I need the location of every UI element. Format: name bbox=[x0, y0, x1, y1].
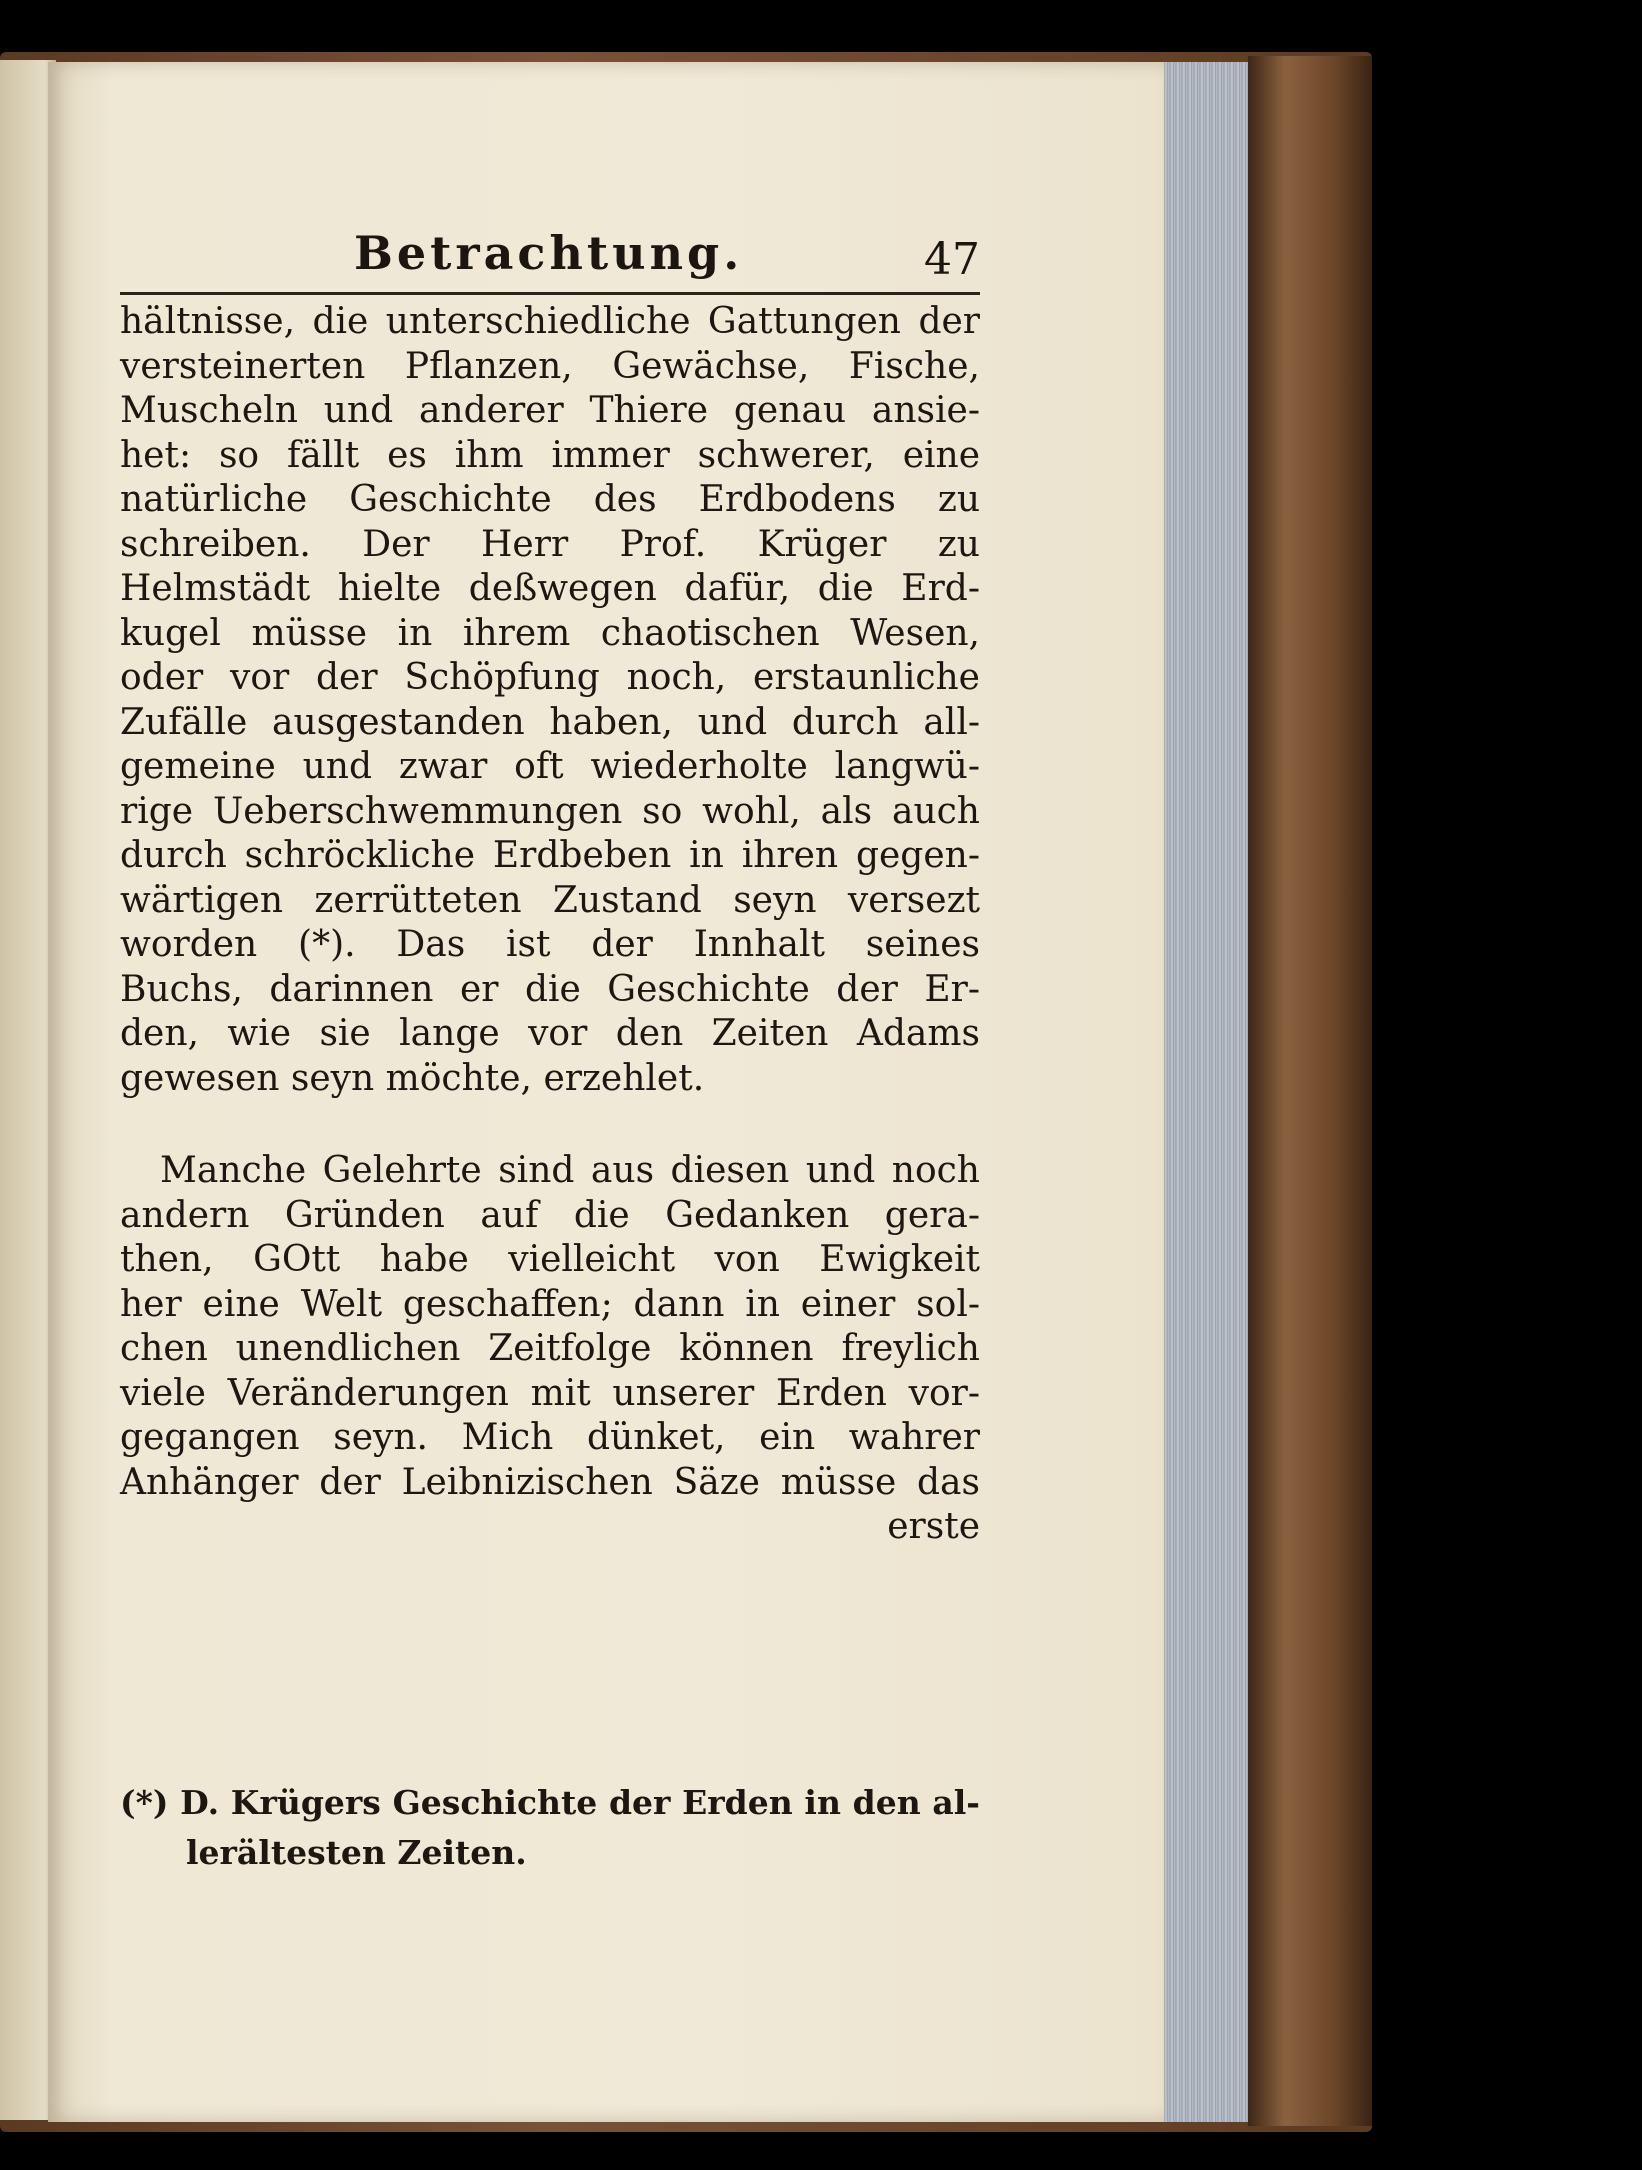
text-line: Manche Gelehrte sind aus diesen und noch bbox=[160, 1150, 980, 1191]
text-line: Zufälle ausgestanden haben, und durch all- bbox=[120, 701, 980, 743]
text-line: hältnisse, die unterschiedliche Gattungen der bbox=[120, 301, 980, 342]
page-header bbox=[120, 226, 980, 296]
text-line: oder vor der Schöpfung noch, erstaunliche bbox=[120, 657, 980, 698]
text-line: het: so fällt es ihm immer schwerer, eine bbox=[120, 434, 980, 476]
text-line: viele Veränderungen mit unserer Erden vor- bbox=[120, 1372, 980, 1414]
text-line: versteinerten Pflanzen, Gewächse, Fische, bbox=[120, 345, 980, 387]
text-line: Helmstädt hielte deßwegen dafür, die Erd- bbox=[120, 568, 980, 609]
text-line: her eine Welt geschaffen; dann in einer sol- bbox=[120, 1283, 980, 1325]
text-line: worden (*). Das ist der Innhalt seines bbox=[120, 924, 980, 965]
footnote-line: lerältesten Zeiten. bbox=[186, 1833, 527, 1872]
text-line: rige Ueberschwemmungen so wohl, als auch bbox=[120, 790, 980, 832]
text-line: wärtigen zerrütteten Zustand seyn versezt bbox=[120, 879, 980, 921]
text-line: Buchs, darinnen er die Geschichte der Er- bbox=[120, 968, 980, 1010]
footnote-line: (*) D. Krügers Geschichte der Erden in den al- bbox=[120, 1783, 980, 1822]
catchword: erste bbox=[887, 1506, 980, 1547]
header-rule bbox=[120, 292, 980, 295]
text-line: gemeine und zwar oft wiederholte langwü- bbox=[120, 746, 980, 787]
text-line: Anhänger der Leibnizischen Säze müsse das bbox=[120, 1461, 980, 1503]
body-text bbox=[120, 300, 980, 1550]
book-cover-edge bbox=[1248, 56, 1372, 2126]
paragraph-gap bbox=[120, 1101, 980, 1149]
page-number: 47 bbox=[924, 234, 980, 285]
text-line: kugel müsse in ihrem chaotischen Wesen, bbox=[120, 612, 980, 654]
paragraph-1 bbox=[120, 300, 980, 1101]
text-line: Muscheln und anderer Thiere genau ansie- bbox=[120, 390, 980, 431]
footnote bbox=[120, 1778, 980, 1878]
text-line: natürliche Geschichte des Erdbodens zu bbox=[120, 479, 980, 520]
page-edges bbox=[1156, 62, 1248, 2122]
text-line: andern Gründen auf die Gedanken gera- bbox=[120, 1194, 980, 1236]
text-line: then, GOtt habe vielleicht von Ewigkeit bbox=[120, 1239, 980, 1280]
running-head: Betrachtung. bbox=[354, 226, 744, 280]
text-line: schreiben. Der Herr Prof. Krüger zu bbox=[120, 523, 980, 565]
text-line: den, wie sie lange vor den Zeiten Adams bbox=[120, 1013, 980, 1054]
text-line: durch schröckliche Erdbeben in ihren gegen- bbox=[120, 835, 980, 876]
text-line: chen unendlichen Zeitfolge können freylich bbox=[120, 1328, 980, 1369]
paragraph-2 bbox=[120, 1149, 980, 1550]
text-line: gegangen seyn. Mich dünket, ein wahrer bbox=[120, 1417, 980, 1458]
text-line: gewesen seyn möchte, erzehlet. bbox=[120, 1057, 705, 1099]
